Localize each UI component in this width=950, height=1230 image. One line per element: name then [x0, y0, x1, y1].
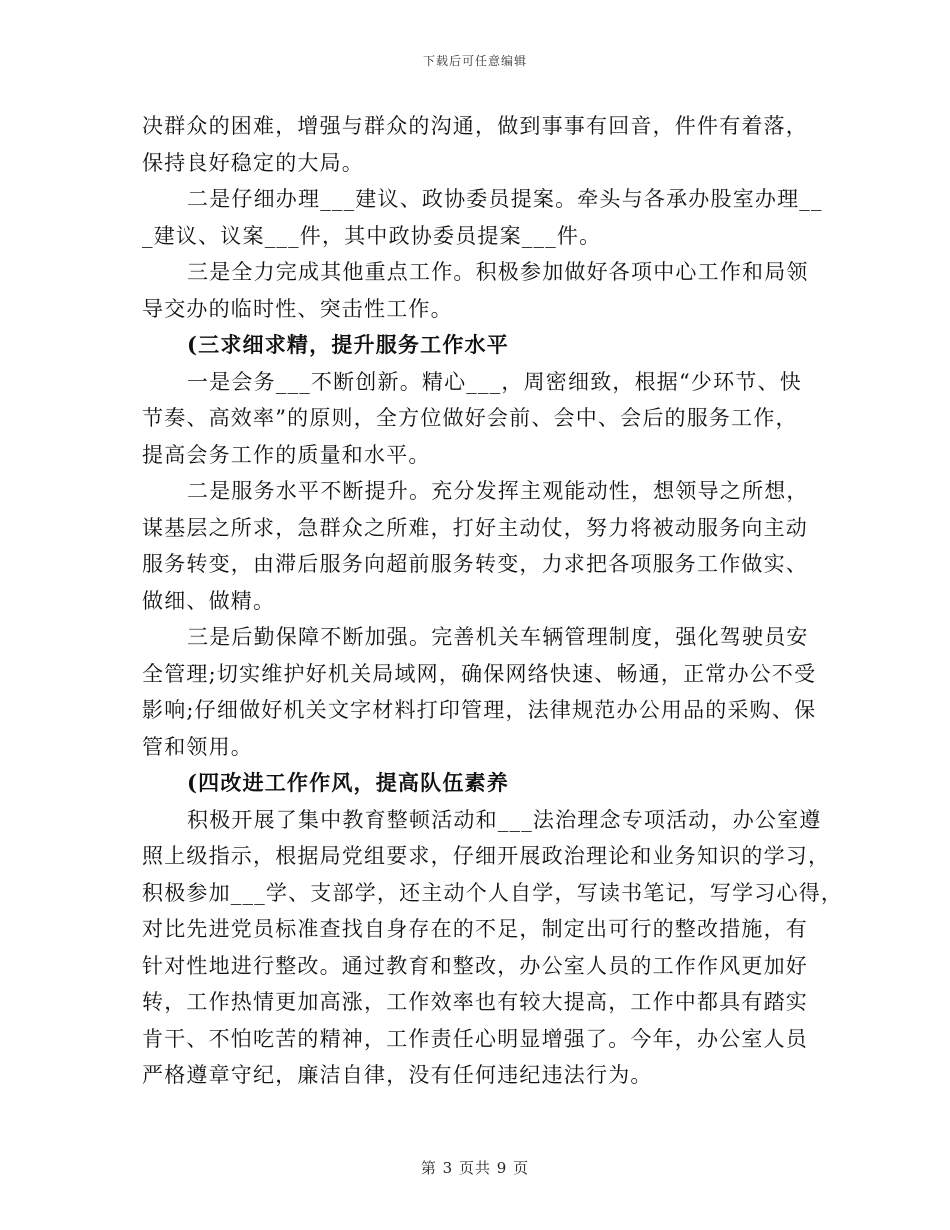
paragraph-line: 转，工作热情更加高涨，工作效率也有较大提高，工作中都具有踏实	[142, 990, 808, 1014]
paragraph-line: 节奏、高效率”的原则，全方位做好会前、会中、会后的服务工作，	[142, 406, 798, 430]
paragraph-line: 积极参加___学、支部学，还主动个人自学，写读书笔记，写学习心得，	[142, 880, 844, 905]
paragraph-line: 对比先进党员标准查找自身存在的不足，制定出可行的整改措施，有	[142, 917, 808, 941]
paragraph-line: 提高会务工作的质量和水平。	[142, 442, 431, 467]
section-heading: (四改进工作作风，提高队伍素养	[187, 770, 509, 795]
paragraph-line: 保持良好稳定的大局。	[142, 150, 364, 175]
paragraph-line: 服务转变，由滞后服务向超前服务转变，力求把各项服务工作做实、	[142, 552, 808, 576]
paragraph-line: 影响;仔细做好机关文字材料打印管理，法律规范办公用品的采购、保	[142, 698, 817, 722]
document-body	[142, 108, 844, 1094]
paragraph-line: 全管理;切实维护好机关局域网，确保网络快速、畅通，正常办公不受	[142, 661, 817, 686]
section-heading: (三求细求精，提升服务工作水平	[187, 332, 509, 357]
page-footer: 第 3 页共 9 页	[420, 1159, 530, 1177]
paragraph-line: _建议、议案___件，其中政协委员提案___件。	[142, 223, 602, 248]
paragraph-line: 管和领用。	[142, 734, 253, 759]
page-header: 下载后可任意编辑	[422, 54, 527, 68]
paragraph-line: 做细、做精。	[142, 588, 276, 613]
paragraph-line: 谋基层之所求，急群众之所难，打好主动仗，努力将被动服务向主动	[142, 515, 808, 540]
paragraph-line: 一是会务___不断创新。精心___，周密细致，根据“少环节、快	[187, 369, 802, 394]
paragraph-line: 导交办的临时性、突击性工作。	[142, 296, 453, 321]
paragraph-line: 针对性地进行整改。通过教育和整改，办公室人员的工作作风更加好	[142, 953, 808, 978]
paragraph-line: 决群众的困难，增强与群众的沟通，做到事事有回音，件件有着落，	[142, 114, 808, 138]
paragraph-line: 照上级指示，根据局党组要求，仔细开展政治理论和业务知识的学习，	[142, 844, 831, 868]
paragraph-line: 积极开展了集中教育整顿活动和___法治理念专项活动，办公室遵	[187, 807, 822, 832]
paragraph-line: 二是仔细办理___建议、政协委员提案。牵头与各承办股室办理__	[187, 187, 823, 211]
paragraph-line: 三是后勤保障不断加强。完善机关车辆管理制度，强化驾驶员安	[187, 625, 809, 649]
paragraph-line: 二是服务水平不断提升。充分发挥主观能动性，想领导之所想，	[187, 479, 809, 503]
paragraph-line: 三是全力完成其他重点工作。积极参加做好各项中心工作和局领	[187, 260, 809, 284]
paragraph-line: 肯干、不怕吃苦的精神，工作责任心明显增强了。今年，办公室人员	[142, 1026, 808, 1051]
paragraph-line: 严格遵章守纪，廉洁自律，没有任何违纪违法行为。	[142, 1063, 653, 1087]
